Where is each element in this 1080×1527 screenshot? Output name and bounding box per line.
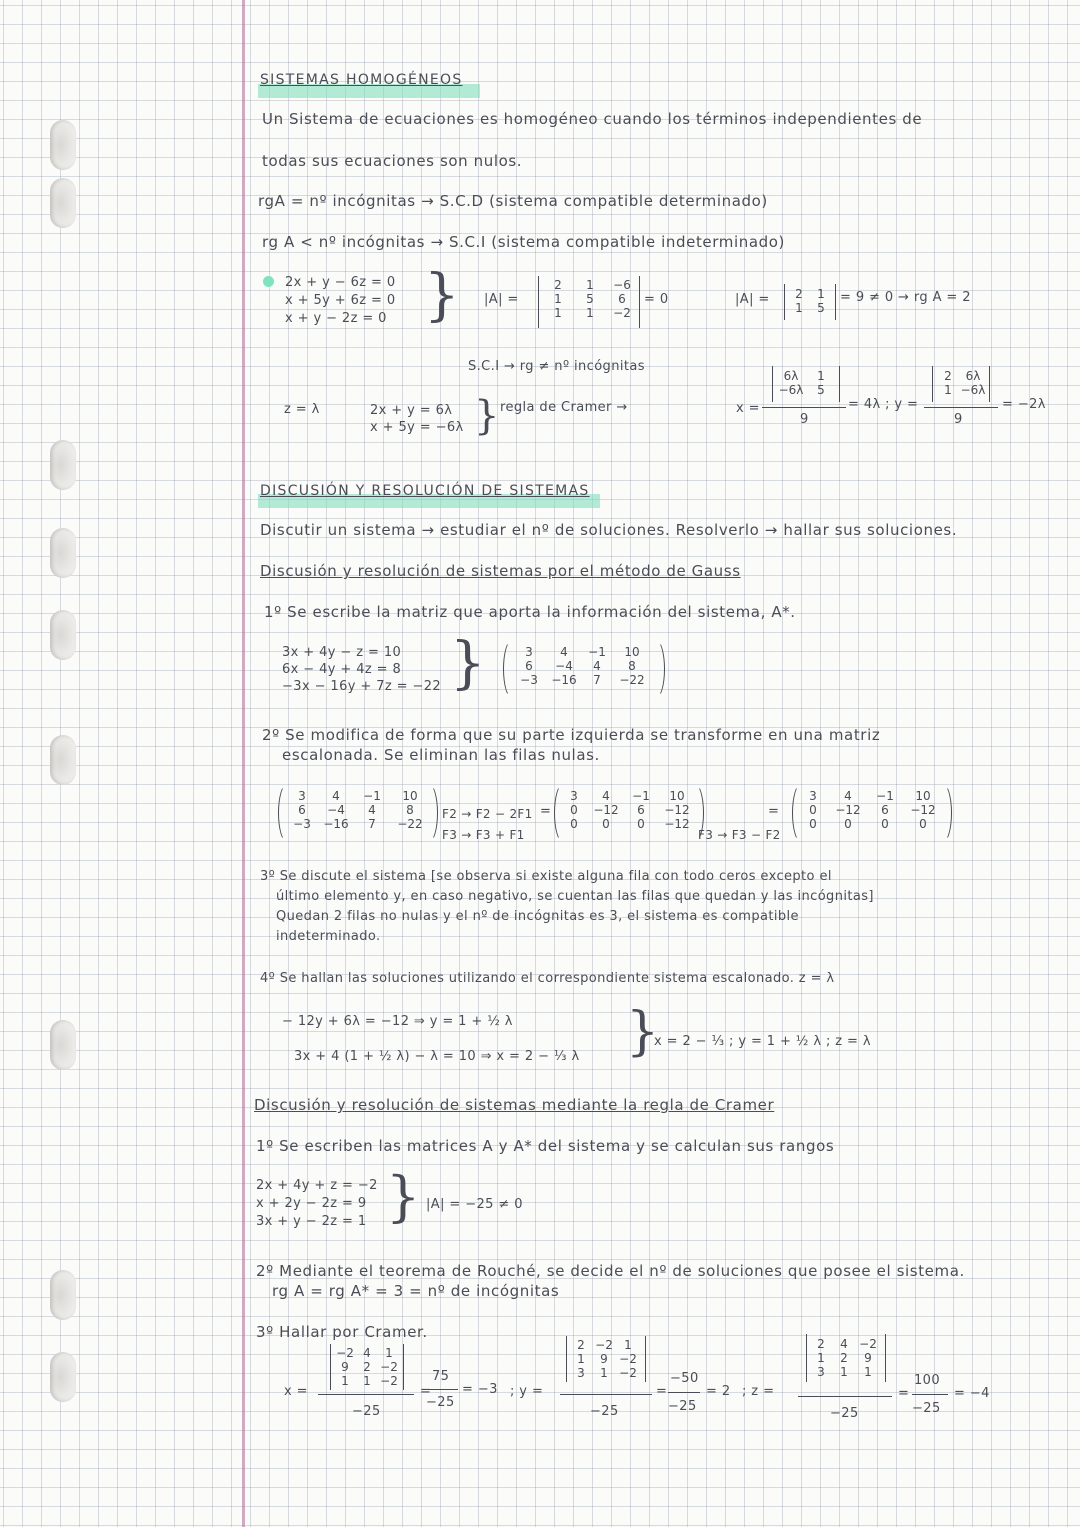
y-fraction-numerator: −50 bbox=[670, 1371, 699, 1386]
fraction-line bbox=[668, 1392, 700, 1393]
section-title: SISTEMAS HOMOGÉNEOS bbox=[260, 72, 463, 88]
gauss-matrix-1: 3 4 −1 10 6 −4 4 8 −3 −16 7 −22 bbox=[293, 789, 423, 831]
step-2-cont: escalonada. Se eliminan las filas nulas. bbox=[282, 746, 600, 764]
sci-note: S.C.I → rg ≠ nº incógnitas bbox=[468, 359, 645, 374]
det-result: = 0 bbox=[644, 292, 669, 307]
fraction-line bbox=[560, 1394, 652, 1395]
x-numerator-matrix: 6λ 1 −6λ 5 bbox=[778, 369, 825, 397]
fraction-line bbox=[762, 407, 846, 408]
rule-scd: rgA = nº incógnitas → S.C.D (sistema compatible determinado) bbox=[258, 192, 768, 210]
z-parameter: z = λ bbox=[284, 402, 320, 417]
fraction-line bbox=[318, 1394, 414, 1395]
bullet-dot bbox=[263, 276, 274, 287]
fraction-line bbox=[428, 1389, 458, 1390]
z-fraction-denominator: −25 bbox=[912, 1401, 941, 1416]
gauss-matrix-3: 3 4 −1 10 0 −12 6 −12 0 0 0 0 bbox=[809, 789, 936, 831]
step-3: 3º Hallar por Cramer. bbox=[256, 1323, 428, 1341]
y-result: = 2 bbox=[706, 1384, 731, 1399]
row-operation: F3 → F3 − F2 bbox=[698, 828, 781, 842]
equals-sign: = bbox=[656, 1384, 668, 1399]
system-brace: } bbox=[386, 1165, 421, 1228]
solution-equation: − 12y + 6λ = −12 ⇒ y = 1 + ½ λ bbox=[282, 1014, 513, 1029]
x-result: = 4λ ; y = bbox=[848, 397, 919, 412]
binder-hole bbox=[50, 528, 76, 578]
step-3: 3º Se discute el sistema [se observa si existe alguna fila con todo ceros excepto el bbox=[260, 869, 832, 884]
binder-hole bbox=[50, 735, 76, 785]
det-a: |A| = −25 ≠ 0 bbox=[426, 1197, 523, 1212]
z-result: = −4 bbox=[954, 1386, 990, 1401]
system-brace: } bbox=[474, 393, 500, 439]
row-operation: F2 → F2 − 2F1 bbox=[442, 807, 533, 821]
equation-system: 2x + 4y + z = −2 x + 2y − 2z = 9 3x + y − 2z = 1 bbox=[256, 1178, 378, 1229]
y-denominator: −25 bbox=[590, 1404, 619, 1419]
cramer-note: regla de Cramer → bbox=[500, 400, 628, 415]
step-3-cont: indeterminado. bbox=[276, 929, 381, 944]
x-result: = −3 bbox=[462, 1382, 498, 1397]
fraction-line bbox=[798, 1396, 892, 1397]
binder-hole bbox=[50, 610, 76, 660]
section-title: DISCUSIÓN Y RESOLUCIÓN DE SISTEMAS bbox=[260, 483, 590, 499]
solution-equation: 3x + 4 (1 + ½ λ) − λ = 10 ⇒ x = 2 − ⅓ λ bbox=[294, 1049, 580, 1064]
system-brace: } bbox=[450, 631, 486, 696]
gauss-matrix-2: 3 4 −1 10 0 −12 6 −12 0 0 0 −12 bbox=[570, 789, 690, 831]
z-determinant: 2 4 −2 1 2 9 3 1 1 bbox=[817, 1337, 877, 1379]
y-fraction-denominator: −25 bbox=[668, 1399, 697, 1414]
system-brace: } bbox=[424, 263, 460, 328]
x-denominator: −25 bbox=[352, 1404, 381, 1419]
binder-hole bbox=[50, 120, 76, 170]
reduced-system: 2x + y = 6λ x + 5y = −6λ bbox=[370, 403, 464, 435]
x-denominator: 9 bbox=[800, 412, 809, 427]
definition-line: Un Sistema de ecuaciones es homogéneo cuando los términos independientes de bbox=[262, 110, 923, 128]
equals-sign: = bbox=[420, 1384, 432, 1399]
y-result: = −2λ bbox=[1002, 397, 1046, 412]
equals-sign: = bbox=[768, 804, 780, 819]
equation-system: 2x + y − 6z = 0 x + 5y + 6z = 0 x + y − 2z = 0 bbox=[285, 275, 396, 326]
z-fraction-numerator: 100 bbox=[914, 1373, 941, 1388]
augmented-matrix: 3 4 −1 10 6 −4 4 8 −3 −16 7 −22 bbox=[520, 645, 645, 687]
z-label: ; z = bbox=[742, 1384, 775, 1399]
step-1: 1º Se escriben las matrices A y A* del sistema y se calculan sus rangos bbox=[256, 1137, 835, 1155]
y-denominator: 9 bbox=[954, 412, 963, 427]
step-3-cont: último elemento y, en caso negativo, se cuentan las filas que quedan y las incógnitas] bbox=[276, 889, 874, 904]
equals-sign: = bbox=[898, 1386, 910, 1401]
x-label: x = bbox=[736, 401, 760, 416]
subsection-title: Discusión y resolución de sistemas mediante la regla de Cramer bbox=[254, 1096, 775, 1114]
subsection-title: Discusión y resolución de sistemas por el método de Gauss bbox=[260, 562, 741, 580]
step-4: 4º Se hallan las soluciones utilizando el correspondiente sistema escalonado. z = λ bbox=[260, 971, 835, 986]
row-operation: F3 → F3 + F1 bbox=[442, 828, 525, 842]
binder-hole bbox=[50, 440, 76, 490]
fraction-line bbox=[912, 1394, 948, 1395]
determinant-matrix: 2 1 −6 1 5 6 1 1 −2 bbox=[554, 278, 631, 320]
intro-line: Discutir un sistema → estudiar el nº de soluciones. Resolverlo → hallar sus soluciones. bbox=[260, 521, 958, 539]
x-label: x = bbox=[284, 1384, 308, 1399]
step-3-cont: Quedan 2 filas no nulas y el nº de incógnitas es 3, el sistema es compatible bbox=[276, 909, 799, 924]
fraction-line bbox=[924, 407, 998, 408]
x-determinant: −2 4 1 9 2 −2 1 1 −2 bbox=[336, 1346, 398, 1388]
margin-line bbox=[242, 0, 245, 1527]
x-fraction-numerator: 75 bbox=[432, 1369, 450, 1384]
z-denominator: −25 bbox=[830, 1406, 859, 1421]
definition-line: todas sus ecuaciones son nulos. bbox=[262, 152, 523, 170]
minor-label: |A| = bbox=[735, 292, 770, 307]
equation-system: 3x + 4y − z = 10 6x − 4y + 4z = 8 −3x − 16y + 7z = −22 bbox=[282, 645, 442, 694]
minor-matrix: 2 1 1 5 bbox=[795, 287, 825, 315]
step-2-cont: rg A = rg A* = 3 = nº de incógnitas bbox=[272, 1282, 560, 1300]
binder-hole bbox=[50, 1020, 76, 1070]
y-numerator-matrix: 2 6λ 1 −6λ bbox=[944, 369, 986, 397]
binder-hole bbox=[50, 178, 76, 228]
minor-result: = 9 ≠ 0 → rg A = 2 bbox=[840, 290, 971, 305]
rule-sci: rg A < nº incógnitas → S.C.I (sistema compatible indeterminado) bbox=[262, 233, 785, 251]
equals-sign: = bbox=[540, 804, 552, 819]
step-2: 2º Se modifica de forma que su parte izquierda se transforme en una matriz bbox=[262, 726, 881, 744]
binder-hole bbox=[50, 1270, 76, 1320]
final-solution: x = 2 − ⅓ ; y = 1 + ½ λ ; z = λ bbox=[654, 1034, 871, 1049]
system-brace: } bbox=[626, 1002, 660, 1062]
x-fraction-denominator: −25 bbox=[426, 1395, 455, 1410]
y-determinant: 2 −2 1 1 9 −2 3 1 −2 bbox=[577, 1338, 637, 1380]
det-label: |A| = bbox=[484, 292, 519, 307]
step-1: 1º Se escribe la matriz que aporta la información del sistema, A*. bbox=[264, 603, 796, 621]
step-2: 2º Mediante el teorema de Rouché, se decide el nº de soluciones que posee el sistema. bbox=[256, 1262, 965, 1280]
binder-hole bbox=[50, 1352, 76, 1402]
y-label: ; y = bbox=[510, 1384, 544, 1399]
